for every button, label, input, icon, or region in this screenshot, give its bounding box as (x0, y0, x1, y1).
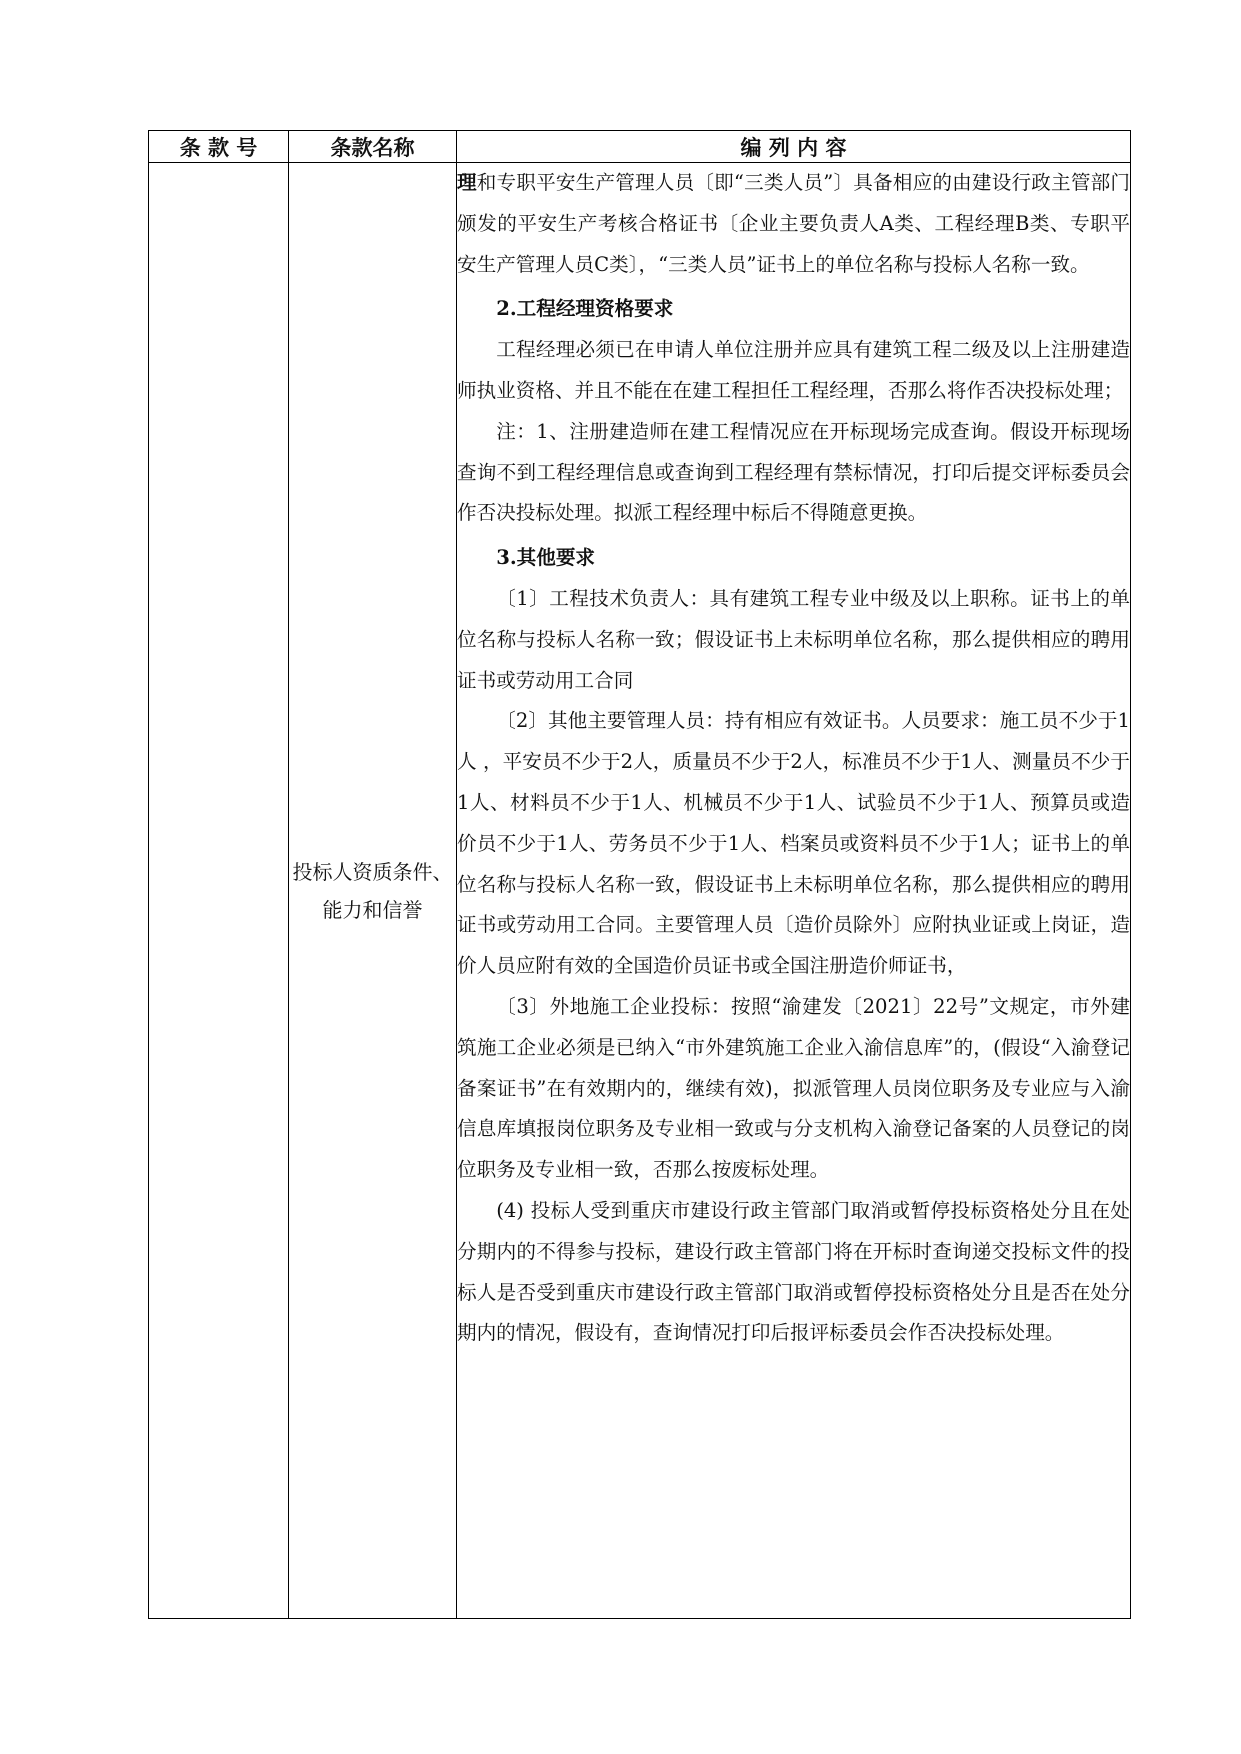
paragraph-1-lead: 理 (457, 171, 477, 194)
paragraph-3: 注：1、注册建造师在建工程情况应在开标现场完成查询。假设开标现场查询不到工程经理信息或查询到工程经理有禁标情况，打印后提交评标委员会作否决投标处理。拟派工程经理中标后不得随意更换。 (457, 419, 1130, 525)
paragraph-4: 〔1〕工程技术负责人：具有建筑工程专业中级及以上职称。证书上的单位名称与投标人名称一致；假设证书上未标明单位名称，那么提供相应的聘用证书或劳动用工合同 (457, 586, 1130, 692)
header-clause-number: 条 款 号 (149, 131, 289, 163)
clause-name-cell: 投标人资质条件、能力和信誉 (289, 163, 457, 1619)
paragraph-7: (4) 投标人受到重庆市建设行政主管部门取消或暂停投标资格处分且在处分期内的不得参与投标，建设行政主管部门将在开标时查询递交投标文件的投标人是否受到重庆市建设行政主管部门取消或暂停投标资格处分且是否在处分期内的情况，假设有，查询情况打印后报评标委员会作否决投标处理。 (457, 1198, 1130, 1345)
paragraph-1 (457, 163, 1130, 285)
table-header-row (149, 131, 1131, 163)
section-heading-3: 3.其他要求 (496, 546, 596, 570)
paragraph-6: 〔3〕外地施工企业投标：按照“渝建发〔2021〕22号”文规定，市外建筑施工企业必须是已纳入“市外建筑施工企业入渝信息库”的，(假设“入渝登记备案证书”在有效期内的，继续有效)，拟派管理人员岗位职务及专业应与入渝信息库填报岗位职务及专业相一致或与分支机构入渝登记备案的人员登记的岗位职务及专业相一致，否那么按废标处理。 (457, 994, 1130, 1182)
section-heading-2: 2.工程经理资格要求 (496, 297, 674, 321)
clause-number-cell (149, 163, 289, 1619)
paragraph-2: 工程经理必须已在申请人单位注册并应具有建筑工程二级及以上注册建造师执业资格、并且不能在在建工程担任工程经理，否那么将作否决投标处理； (457, 338, 1130, 402)
table-row (149, 163, 1131, 1619)
paragraph-1-text: 和专职平安生产管理人员〔即“三类人员”〕具备相应的由建设行政主管部门颁发的平安生产考核合格证书〔企业主要负责人A类、工程经理B类、专职平安生产管理人员C类〕，“三类人员”证书上的单位名称与投标人名称一致。 (457, 171, 1130, 276)
clause-table (148, 130, 1131, 1619)
header-content: 编 列 内 容 (457, 131, 1131, 163)
header-clause-name: 条款名称 (289, 131, 457, 163)
content-cell (457, 163, 1131, 1619)
paragraph-5: 〔2〕其他主要管理人员：持有相应有效证书。人员要求：施工员不少于1人 ，平安员不少于2人，质量员不少于2人，标准员不少于1人、测量员不少于1人、材料员不少于1人、机械员不少于1人、试验员不少于1人、预算员或造价员不少于1人、劳务员不少于1人、档案员或资料员不少于1人；证书上的单位名称与投标人名称一致，假设证书上未标明单位名称，那么提供相应的聘用证书或劳动用工合同。主要管理人员〔造价员除外〕应附执业证或上岗证，造价人员应附有效的全国造价员证书或全国注册造价师证书， (457, 709, 1130, 978)
